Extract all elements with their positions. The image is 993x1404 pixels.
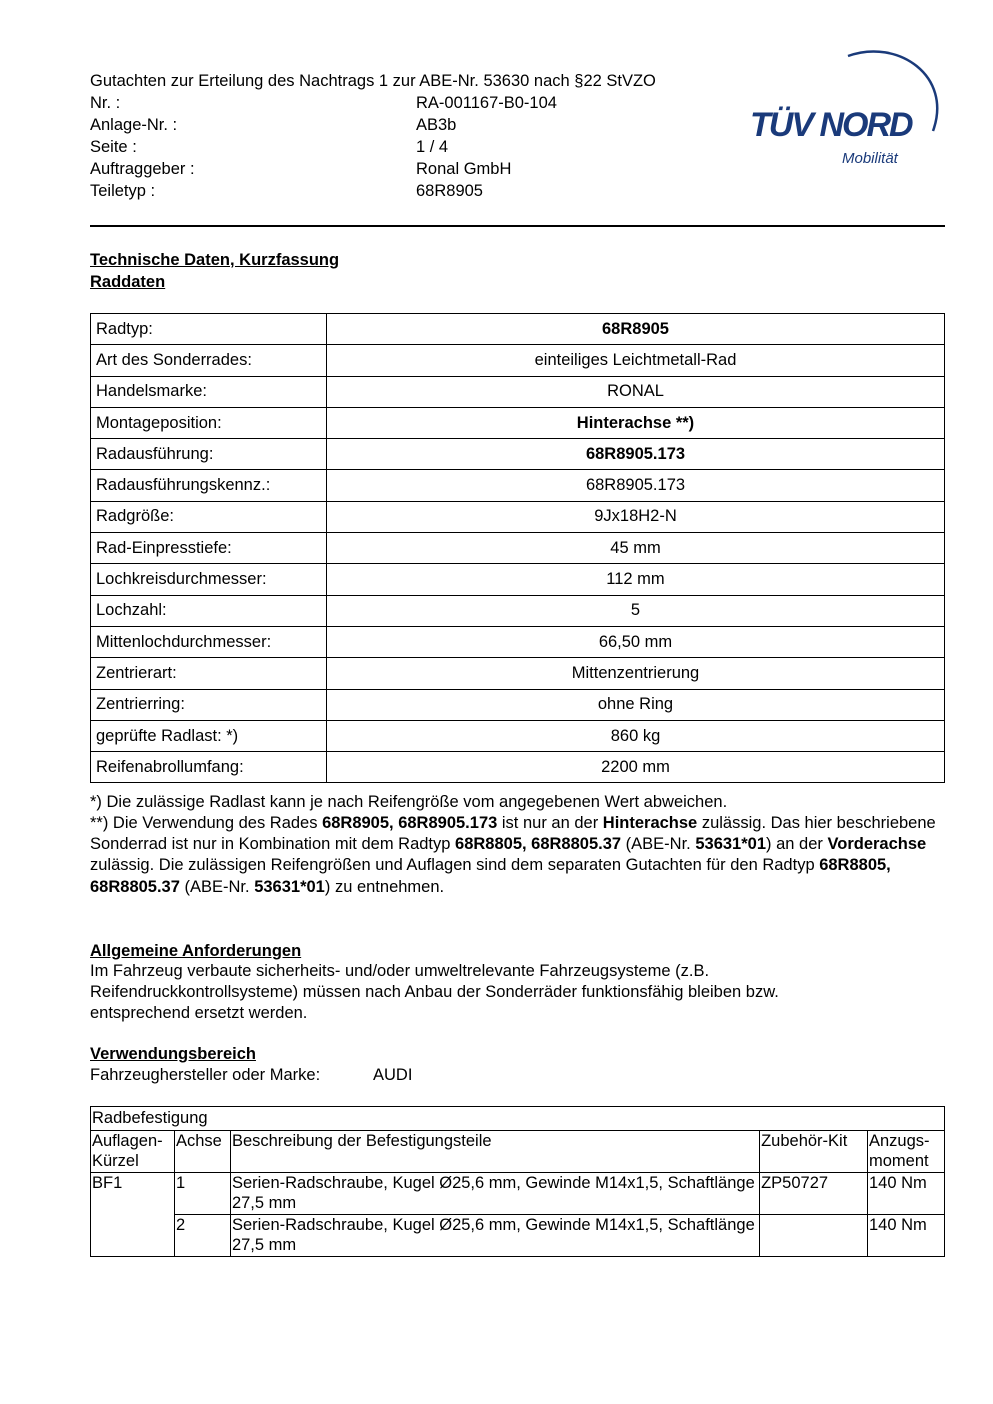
field-label: Reifenabrollumfang:	[91, 752, 327, 783]
logo-arc-icon	[748, 46, 948, 171]
fahrzeughersteller-label: Fahrzeughersteller oder Marke:	[90, 1066, 321, 1084]
section-subtitle: Raddaten	[90, 273, 166, 291]
table-row	[91, 564, 945, 595]
tuev-nord-logo	[748, 46, 948, 171]
radbefestigung-table	[90, 1106, 945, 1257]
moment-cell: 140 Nm	[868, 1172, 945, 1214]
table-title: Radbefestigung	[91, 1107, 945, 1131]
table-row	[91, 1172, 945, 1214]
footnote-text: zulässig. Das hier beschriebene Sonderrad ist nur in Kombination mit dem Radtyp	[90, 814, 936, 854]
field-value: 68R8905	[327, 314, 945, 345]
field-label: Radausführungskennz.:	[91, 470, 327, 501]
logo-brand: TÜV NORD	[750, 106, 912, 144]
table-row	[91, 314, 945, 345]
table-row	[91, 439, 945, 470]
field-label: Handelsmarke:	[91, 376, 327, 407]
table-row	[91, 720, 945, 751]
table-header-row	[91, 1130, 945, 1172]
footnote-text: (ABE-Nr.	[621, 835, 696, 854]
footnote-text: **) Die Verwendung des Rades	[90, 814, 323, 832]
footnote-text: ist nur an der	[497, 814, 603, 832]
field-value: RONAL	[327, 376, 945, 407]
achse-cell: 2	[174, 1214, 230, 1256]
field-label: Radgröße:	[91, 501, 327, 532]
table-row	[91, 376, 945, 407]
header-field-teiletyp	[90, 180, 483, 202]
field-label: Lochzahl:	[91, 595, 327, 626]
table-row	[91, 407, 945, 438]
field-label: Zentrierart:	[91, 658, 327, 689]
table-row	[91, 501, 945, 532]
header-field-seite	[90, 136, 449, 158]
field-label: Radtyp:	[91, 314, 327, 345]
header-value: 1 / 4	[416, 138, 449, 156]
column-header: Auflagen-Kürzel	[91, 1130, 175, 1172]
footnote-bold: 68R8905, 68R8905.173	[322, 814, 498, 832]
header-label: Teiletyp :	[90, 182, 156, 200]
footnote-bold: 53631*01	[695, 835, 767, 854]
field-value: 2200 mm	[327, 752, 945, 783]
footnote-bold: 68R8805, 68R8805.37	[455, 835, 622, 854]
table-row	[91, 595, 945, 626]
field-value: 860 kg	[327, 720, 945, 751]
header-field-auftraggeber	[90, 158, 512, 180]
header-divider	[90, 225, 945, 227]
field-value: Mittenzentrierung	[327, 658, 945, 689]
table-row	[91, 533, 945, 564]
field-value: 45 mm	[327, 533, 945, 564]
field-label: Rad-Einpresstiefe:	[91, 533, 327, 564]
achse-cell: 1	[174, 1172, 230, 1214]
footnote-bold: Vorderachse	[827, 835, 927, 854]
field-value: 112 mm	[327, 564, 945, 595]
table-title-row	[91, 1107, 945, 1131]
header-value: 68R8905	[416, 182, 483, 200]
table-row	[91, 658, 945, 689]
field-value: 68R8905.173	[327, 470, 945, 501]
kit-cell: ZP50727	[760, 1172, 868, 1214]
fahrzeughersteller-value: AUDI	[373, 1066, 413, 1084]
table-row	[91, 470, 945, 501]
footnote-text: zulässig. Die zulässigen Reifengrößen und Auflagen sind dem separaten Gutachten für den Radtyp	[90, 856, 820, 875]
column-header: Achse	[174, 1130, 230, 1172]
table-row	[91, 689, 945, 720]
field-value: 5	[327, 595, 945, 626]
verwendung-title: Verwendungsbereich	[90, 1045, 256, 1063]
header-field-anlage	[90, 114, 457, 136]
field-value: einteiliges Leichtmetall-Rad	[327, 345, 945, 376]
footnote-bold: 53631*01	[254, 877, 325, 896]
field-label: Montageposition:	[91, 407, 327, 438]
footnote-text: (ABE-Nr.	[179, 877, 255, 896]
field-value: 68R8905.173	[327, 439, 945, 470]
header-label: Auftraggeber :	[90, 160, 195, 178]
field-label: Mittenlochdurchmesser:	[91, 626, 327, 657]
footnote-bold: Hinterachse	[602, 814, 698, 832]
header-value: Ronal GmbH	[416, 160, 512, 178]
moment-cell: 140 Nm	[868, 1214, 945, 1256]
allgemein-title: Allgemeine Anforderungen	[90, 942, 302, 960]
field-label: geprüfte Radlast: *)	[91, 720, 327, 751]
field-label: Art des Sonderrades:	[91, 345, 327, 376]
field-value: ohne Ring	[327, 689, 945, 720]
column-header: Beschreibung der Befestigungsteile	[230, 1130, 759, 1172]
report-title: Gutachten zur Erteilung des Nachtrags 1 zur ABE-Nr. 53630 nach §22 StVZO	[90, 72, 656, 90]
footnote-text: ) an der	[766, 835, 828, 854]
section-title: Technische Daten, Kurzfassung	[90, 251, 340, 269]
footnote-montage	[90, 813, 950, 898]
logo-subtitle: Mobilität	[842, 150, 898, 167]
header-value: RA-001167-B0-104	[416, 94, 557, 112]
header-label: Nr. :	[90, 94, 121, 112]
table-row	[91, 626, 945, 657]
header-field-nr	[90, 92, 557, 114]
beschreibung-cell: Serien-Radschraube, Kugel Ø25,6 mm, Gewinde M14x1,5, Schaftlänge 27,5 mm	[230, 1172, 759, 1214]
header-value: AB3b	[416, 116, 457, 134]
beschreibung-cell: Serien-Radschraube, Kugel Ø25,6 mm, Gewinde M14x1,5, Schaftlänge 27,5 mm	[230, 1214, 759, 1256]
field-label: Lochkreisdurchmesser:	[91, 564, 327, 595]
kit-cell	[760, 1214, 868, 1256]
field-label: Radausführung:	[91, 439, 327, 470]
field-label: Zentrierring:	[91, 689, 327, 720]
header-label: Anlage-Nr. :	[90, 116, 178, 134]
column-header: Anzugs-moment	[868, 1130, 945, 1172]
column-header: Zubehör-Kit	[760, 1130, 868, 1172]
footnote-radlast: *) Die zulässige Radlast kann je nach Reifengröße vom angegebenen Wert abweichen.	[90, 793, 728, 811]
kuerzel-cell: BF1	[91, 1172, 175, 1256]
field-value: 66,50 mm	[327, 626, 945, 657]
header-label: Seite :	[90, 138, 137, 156]
table-row	[91, 752, 945, 783]
table-row	[91, 1214, 945, 1256]
raddaten-table	[90, 313, 945, 783]
table-row	[91, 345, 945, 376]
footnote-bold: 68R8805, 68R8805.37	[90, 856, 891, 896]
allgemein-text: Im Fahrzeug verbaute sicherheits- und/oder umweltrelevante Fahrzeugsysteme (z.B. Reifendruckkontrollsysteme) müssen nach Anbau der Sonderräder funktionsfähig bleiben bzw. entsprechend ersetzt werden.	[90, 962, 779, 1023]
field-value: 9Jx18H2-N	[327, 501, 945, 532]
fahrzeughersteller-line	[90, 1064, 413, 1086]
footnote-text: ) zu entnehmen.	[324, 877, 445, 896]
field-value: Hinterachse **)	[327, 407, 945, 438]
